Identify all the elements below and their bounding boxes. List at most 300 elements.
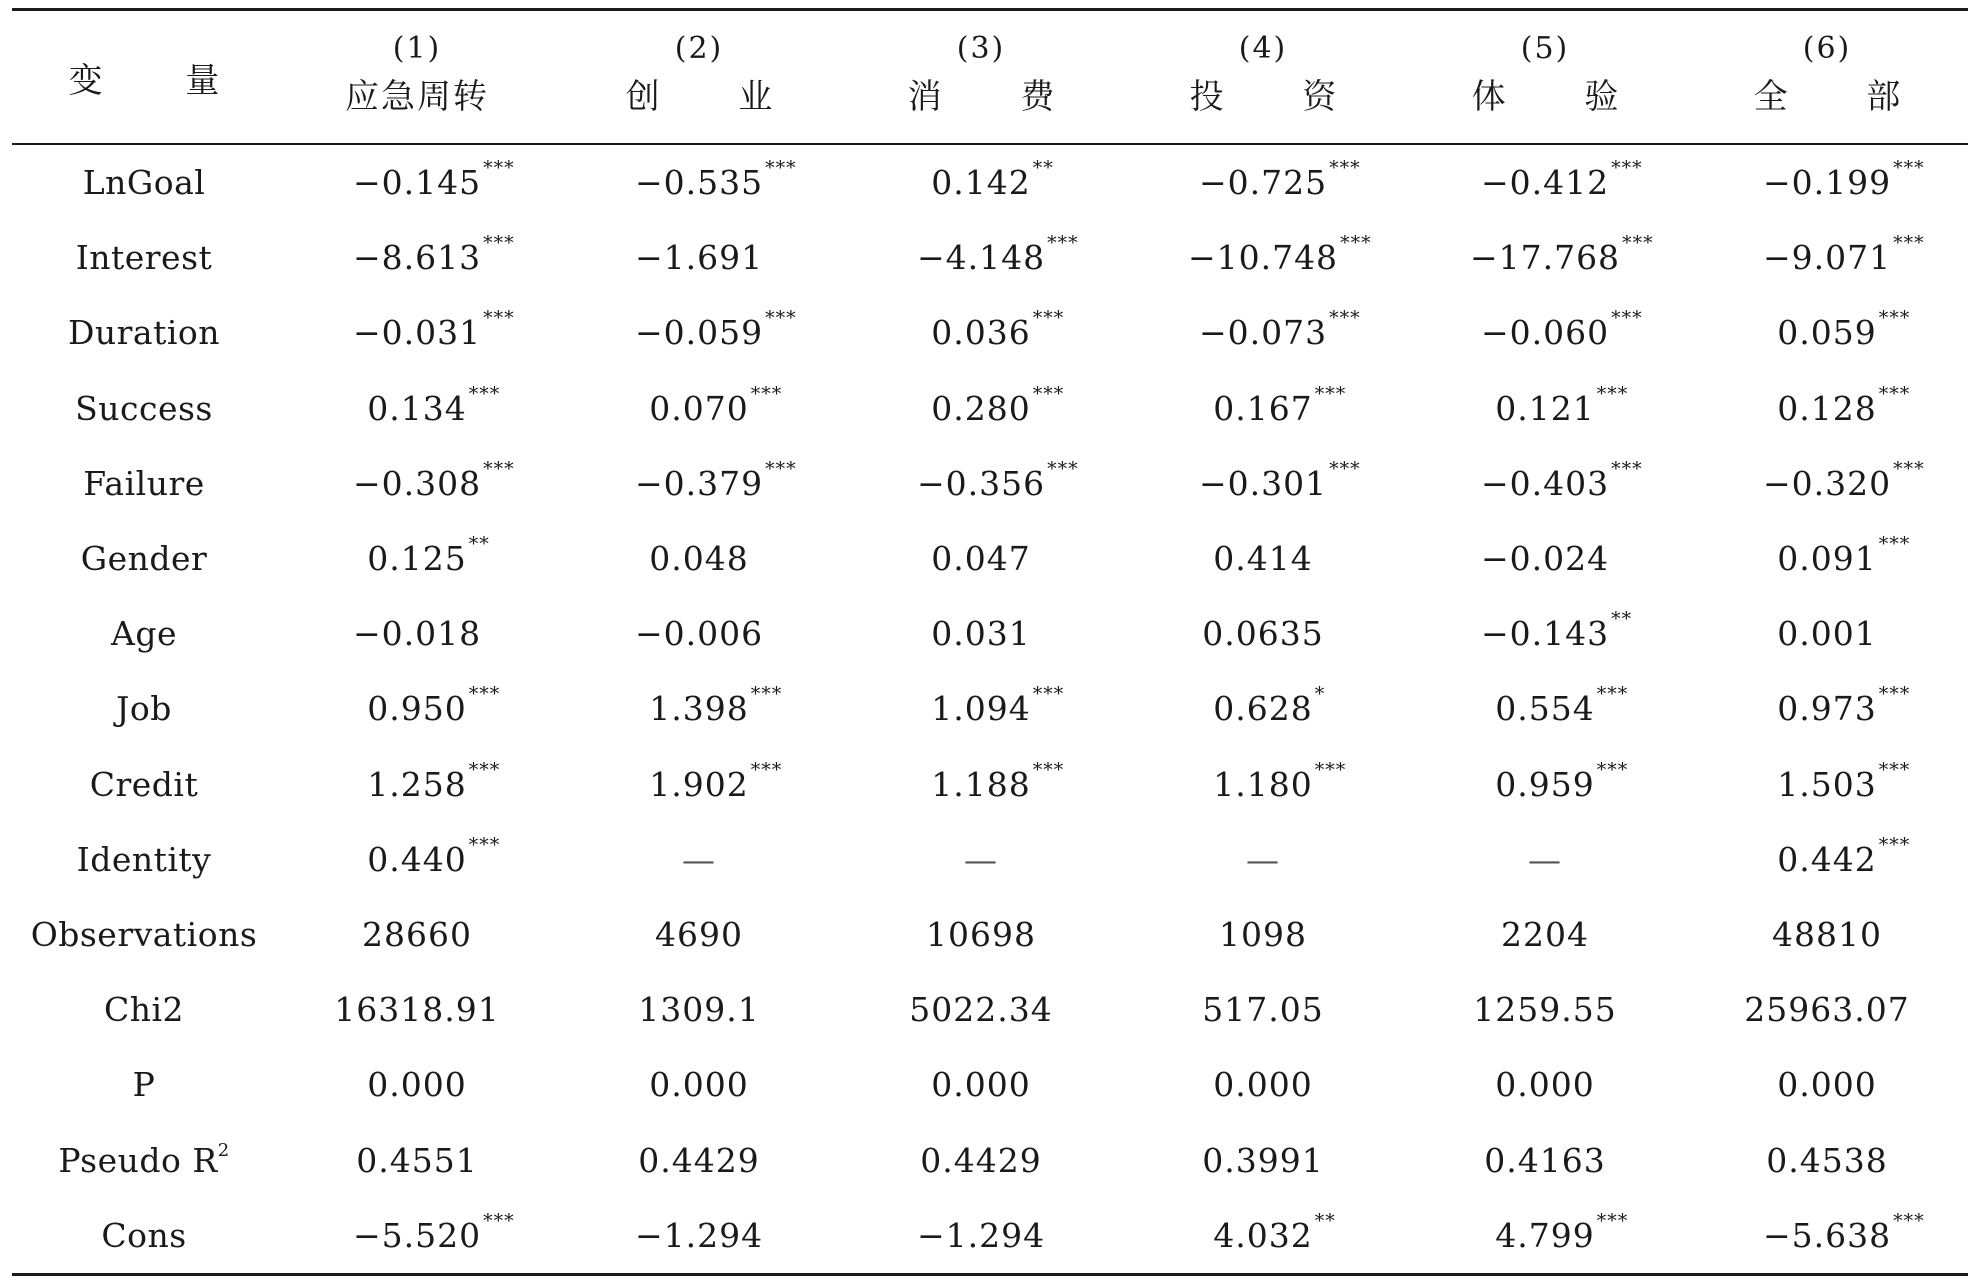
significance-stars: *** [468,833,501,856]
cell-value: −1.691 [634,238,764,278]
cell-value: −0.060 [1480,313,1610,353]
cell-value: 5022.34 [909,990,1053,1030]
coefficient-cell [1122,220,1404,295]
cell-content [649,758,783,804]
significance-stars: ** [1032,157,1054,180]
table-row [12,371,1968,446]
variable-label: P [132,1065,156,1105]
table-row [12,822,1968,897]
coefficient-cell [276,1122,558,1197]
significance-stars: *** [468,683,501,706]
cell-value: −5.638 [1762,1215,1892,1255]
cell-content [1213,382,1347,428]
cell-content [352,457,515,503]
coefficient-cell [840,446,1122,521]
coefficient-cell [840,1047,1122,1122]
cell-value: 0.554 [1495,689,1595,729]
cell-content [1744,990,1909,1029]
cell-content [352,307,515,353]
variable-name [12,1047,276,1122]
coefficient-cell [840,1198,1122,1273]
cell-value: −0.403 [1480,463,1610,503]
coefficient-cell [1686,1198,1968,1273]
variable-label: Cons [101,1215,187,1255]
cell-content [1762,232,1925,278]
significance-stars: ** [468,533,490,556]
cell-value: 0.442 [1777,839,1877,879]
cell-value: 16318.91 [334,990,500,1030]
cell-value: 0.4538 [1766,1140,1888,1180]
variable-label: Interest [75,238,213,278]
cell-content [1198,457,1361,503]
table-row [12,295,1968,370]
coefficient-cell [1122,972,1404,1047]
coefficient-cell [276,220,558,295]
cell-value: 0.280 [931,388,1031,428]
coefficient-cell [1122,371,1404,446]
cell-value: −0.073 [1198,313,1328,353]
cell-value: 1.398 [649,689,749,729]
coefficient-cell [1122,596,1404,671]
cell-content [1777,614,1876,653]
cell-content [356,1141,477,1180]
cell-content [1213,683,1326,729]
cell-value: −4.148 [916,238,1046,278]
coefficient-cell [1686,1047,1968,1122]
significance-stars: *** [483,1209,515,1232]
coefficient-cell [1404,144,1686,220]
significance-stars: *** [1032,307,1065,330]
significance-stars: *** [1329,457,1361,480]
variable-name [12,295,276,370]
variable-name [12,897,276,972]
coefficient-cell [558,220,840,295]
cell-content [635,614,763,653]
cell-value: −1.294 [916,1215,1046,1255]
column-number: (5) [1520,31,1570,66]
coefficient-cell [558,1047,840,1122]
cell-content [1495,1209,1629,1255]
coefficient-cell [276,1198,558,1273]
cell-value: −0.006 [634,614,764,654]
significance-stars: *** [1878,683,1911,706]
cell-value: −0.031 [352,313,482,353]
significance-stars: *** [750,758,783,781]
coefficient-cell [276,1047,558,1122]
coefficient-cell [1404,521,1686,596]
cell-value: 0.000 [649,1065,749,1105]
significance-stars: *** [468,382,501,405]
significance-stars: *** [1611,457,1643,480]
cell-content [1777,833,1911,879]
significance-stars: * [1314,683,1326,706]
cell-content [1202,1141,1323,1180]
coefficient-cell [1404,671,1686,746]
cell-value: 0.167 [1213,388,1313,428]
table-row [12,1047,1968,1122]
cell-value: 0.091 [1777,539,1877,579]
coefficient-cell [1404,1198,1686,1273]
coefficient-cell [558,295,840,370]
table-header [12,11,1968,144]
variable-label: Success [75,388,213,428]
cell-content [1202,614,1323,653]
regression-table [12,8,1968,1276]
significance-stars: *** [1878,307,1911,330]
column-number: (6) [1802,31,1852,66]
cell-value: −0.320 [1762,463,1892,503]
cell-content [1187,232,1372,278]
variable-label: Job [116,689,172,729]
column-header [1686,11,1968,144]
cell-value: 0.959 [1495,764,1595,804]
variable-name [12,220,276,295]
cell-content [1213,539,1312,578]
variable-label: LnGoal [82,163,206,203]
cell-value: 0.000 [1213,1065,1313,1105]
cell-value: 1259.55 [1473,990,1617,1030]
cell-value: 10698 [926,914,1036,954]
table-row [12,596,1968,671]
column-title: 体 验 [1471,77,1653,117]
cell-content [635,238,763,277]
variable-name [12,1198,276,1273]
significance-stars: *** [468,758,501,781]
coefficient-cell [1404,1122,1686,1197]
cell-content [1777,683,1911,729]
coefficient-cell [1122,1198,1404,1273]
cell-content [1480,608,1633,654]
coefficient-cell [840,220,1122,295]
cell-content [334,990,499,1029]
variable-name [12,371,276,446]
coefficient-cell [1686,897,1968,972]
cell-content [1213,1209,1336,1255]
coefficient-cell [276,822,558,897]
significance-stars: *** [750,683,783,706]
cell-value: — [682,839,716,879]
cell-value: −8.613 [352,238,482,278]
column-title: 投 资 [1189,77,1371,117]
coefficient-cell [558,1198,840,1273]
cell-value: 0.4163 [1484,1140,1606,1180]
coefficient-cell [276,671,558,746]
coefficient-cell [1122,446,1404,521]
cell-value: 0.031 [931,614,1031,654]
cell-content [1772,915,1882,954]
cell-content [635,1216,763,1255]
table-row [12,747,1968,822]
cell-content [367,758,501,804]
cell-value: −0.412 [1480,163,1610,203]
coefficient-cell [840,371,1122,446]
cell-content [1766,1141,1887,1180]
cell-value: 0.4429 [638,1140,760,1180]
column-header [1122,11,1404,144]
significance-stars: *** [1878,758,1911,781]
cell-content [920,1141,1041,1180]
cell-value: −0.024 [1480,539,1610,579]
coefficient-cell [840,822,1122,897]
column-header [558,11,840,144]
significance-stars: *** [765,157,797,180]
cell-content [926,915,1036,954]
coefficient-cell [558,822,840,897]
coefficient-cell [840,972,1122,1047]
cell-content [638,990,759,1029]
cell-value: 0.134 [367,388,467,428]
table-row [12,446,1968,521]
cell-value: −0.143 [1480,614,1610,654]
significance-stars: *** [1622,232,1654,255]
coefficient-cell [558,1122,840,1197]
cell-value: — [964,839,998,879]
variable-superscript: 2 [217,1139,230,1161]
cell-value: −0.018 [352,614,482,654]
column-title: 创 业 [625,77,807,117]
column-header [276,11,558,144]
cell-content [352,1209,515,1255]
cell-content [1495,382,1629,428]
cell-content [917,1216,1045,1255]
cell-content [649,382,783,428]
coefficient-cell [558,897,840,972]
coefficient-cell [1122,144,1404,220]
cell-content [1202,990,1323,1029]
coefficient-cell [1686,1122,1968,1197]
cell-value: 0.628 [1213,689,1313,729]
significance-stars: *** [1329,307,1361,330]
coefficient-cell [276,747,558,822]
significance-stars: *** [483,232,515,255]
cell-content [682,840,716,879]
coefficient-cell [276,371,558,446]
coefficient-cell [1686,972,1968,1047]
significance-stars: *** [1596,1209,1629,1232]
column-number: (4) [1238,31,1288,66]
table-row [12,521,1968,596]
cell-value: 517.05 [1202,990,1324,1030]
cell-value: — [1246,839,1280,879]
significance-stars: *** [1314,758,1347,781]
cell-value: 0.125 [367,539,467,579]
coefficient-cell [1122,295,1404,370]
cell-value: 4.799 [1495,1215,1595,1255]
significance-stars: *** [1893,457,1925,480]
cell-content [634,307,797,353]
cell-value: 48810 [1772,914,1882,954]
coefficient-cell [1404,747,1686,822]
variable-label: Identity [76,839,212,879]
column-header [1404,11,1686,144]
cell-value: 1.503 [1777,764,1877,804]
cell-content [353,614,481,653]
coefficient-cell [1122,822,1404,897]
column-title: 消 费 [907,77,1089,117]
cell-content [931,683,1065,729]
significance-stars: *** [1032,683,1065,706]
significance-stars: *** [1596,758,1629,781]
variable-label: Pseudo R [58,1140,218,1180]
coefficient-cell [1404,220,1686,295]
significance-stars: *** [1596,683,1629,706]
coefficient-cell [1404,822,1686,897]
cell-content [1213,1065,1312,1104]
coefficient-cell [1686,747,1968,822]
cell-value: 0.128 [1777,388,1877,428]
coefficient-cell [1404,446,1686,521]
cell-content [367,833,501,879]
coefficient-cell [1686,596,1968,671]
variable-name [12,446,276,521]
cell-value: −0.379 [634,463,764,503]
cell-content [1213,758,1347,804]
cell-content [367,382,501,428]
variable-name [12,1122,276,1197]
cell-content [1528,840,1562,879]
significance-stars: *** [1878,382,1911,405]
column-number: (2) [674,31,724,66]
significance-stars: *** [1596,382,1629,405]
coefficient-cell [276,521,558,596]
cell-content [931,614,1030,653]
cell-content [638,1141,759,1180]
coefficient-cell [1686,671,1968,746]
significance-stars: *** [1878,533,1911,556]
cell-value: −1.294 [634,1215,764,1255]
cell-content [352,232,515,278]
variable-label: Chi2 [103,990,185,1030]
cell-value: 1.258 [367,764,467,804]
cell-content [1495,758,1629,804]
cell-value: 0.000 [931,1065,1031,1105]
cell-value: — [1528,839,1562,879]
cell-content [1473,990,1616,1029]
variable-name [12,596,276,671]
significance-stars: *** [1893,232,1925,255]
significance-stars: *** [1032,758,1065,781]
significance-stars: *** [1893,1209,1925,1232]
cell-value: 0.000 [1777,1065,1877,1105]
table-row [12,144,1968,220]
cell-content [634,157,797,203]
coefficient-cell [1122,1122,1404,1197]
cell-content [1219,915,1307,954]
cell-content [1777,1065,1876,1104]
cell-content [964,840,998,879]
coefficient-cell [558,521,840,596]
variable-column-header: 变 量 [68,60,256,101]
cell-value: 0.000 [1495,1065,1595,1105]
results-table [12,11,1968,1273]
cell-content [931,539,1030,578]
coefficient-cell [558,972,840,1047]
variable-label: Failure [83,463,205,503]
cell-content [649,1065,748,1104]
coefficient-cell [276,144,558,220]
column-number: (1) [392,31,442,66]
bottom-rule [12,1273,1968,1276]
coefficient-cell [840,1122,1122,1197]
cell-content [931,382,1065,428]
cell-content [1777,758,1911,804]
coefficient-cell [1686,220,1968,295]
cell-value: 4690 [655,914,743,954]
significance-stars: *** [765,457,797,480]
cell-content [931,758,1065,804]
cell-content [1762,1209,1925,1255]
cell-content [649,683,783,729]
cell-value: 0.121 [1495,388,1595,428]
cell-content [362,915,472,954]
variable-name [12,144,276,220]
cell-content [367,1065,466,1104]
significance-stars: *** [1032,382,1065,405]
cell-value: −10.748 [1187,238,1339,278]
cell-value: −0.725 [1198,163,1328,203]
coefficient-cell [1122,747,1404,822]
cell-content [367,533,490,579]
cell-value: −0.145 [352,163,482,203]
column-header [840,11,1122,144]
cell-content [916,457,1079,503]
variable-label: Gender [80,539,208,579]
table-row [12,1122,1968,1197]
cell-value: 0.4429 [920,1140,1042,1180]
significance-stars: *** [1611,157,1643,180]
cell-content [1198,307,1361,353]
cell-value: 2204 [1501,914,1589,954]
significance-stars: *** [1047,232,1079,255]
cell-content [1762,157,1925,203]
cell-value: 0.036 [931,313,1031,353]
cell-value: 1.094 [931,689,1031,729]
coefficient-cell [276,446,558,521]
cell-content [931,157,1054,203]
significance-stars: ** [1314,1209,1336,1232]
coefficient-cell [276,596,558,671]
coefficient-cell [1686,371,1968,446]
coefficient-cell [1686,144,1968,220]
cell-content [1198,157,1361,203]
coefficient-cell [1404,897,1686,972]
cell-content [649,539,748,578]
significance-stars: *** [483,157,515,180]
table-row [12,1198,1968,1273]
cell-content [1246,840,1280,879]
cell-content [1495,683,1629,729]
coefficient-cell [840,596,1122,671]
coefficient-cell [840,144,1122,220]
significance-stars: *** [1340,232,1372,255]
coefficient-cell [1122,1047,1404,1122]
cell-content [931,307,1065,353]
cell-content [1469,232,1654,278]
cell-value: 1.902 [649,764,749,804]
variable-name [12,972,276,1047]
significance-stars: *** [483,307,515,330]
cell-value: 4.032 [1213,1215,1313,1255]
cell-content [367,683,501,729]
cell-value: −5.520 [352,1215,482,1255]
cell-value: −9.071 [1762,238,1892,278]
coefficient-cell [1686,521,1968,596]
cell-value: 0.414 [1213,539,1313,579]
significance-stars: *** [1047,457,1079,480]
cell-value: 0.3991 [1202,1140,1324,1180]
significance-stars: *** [1611,307,1643,330]
variable-label: Age [111,614,177,654]
